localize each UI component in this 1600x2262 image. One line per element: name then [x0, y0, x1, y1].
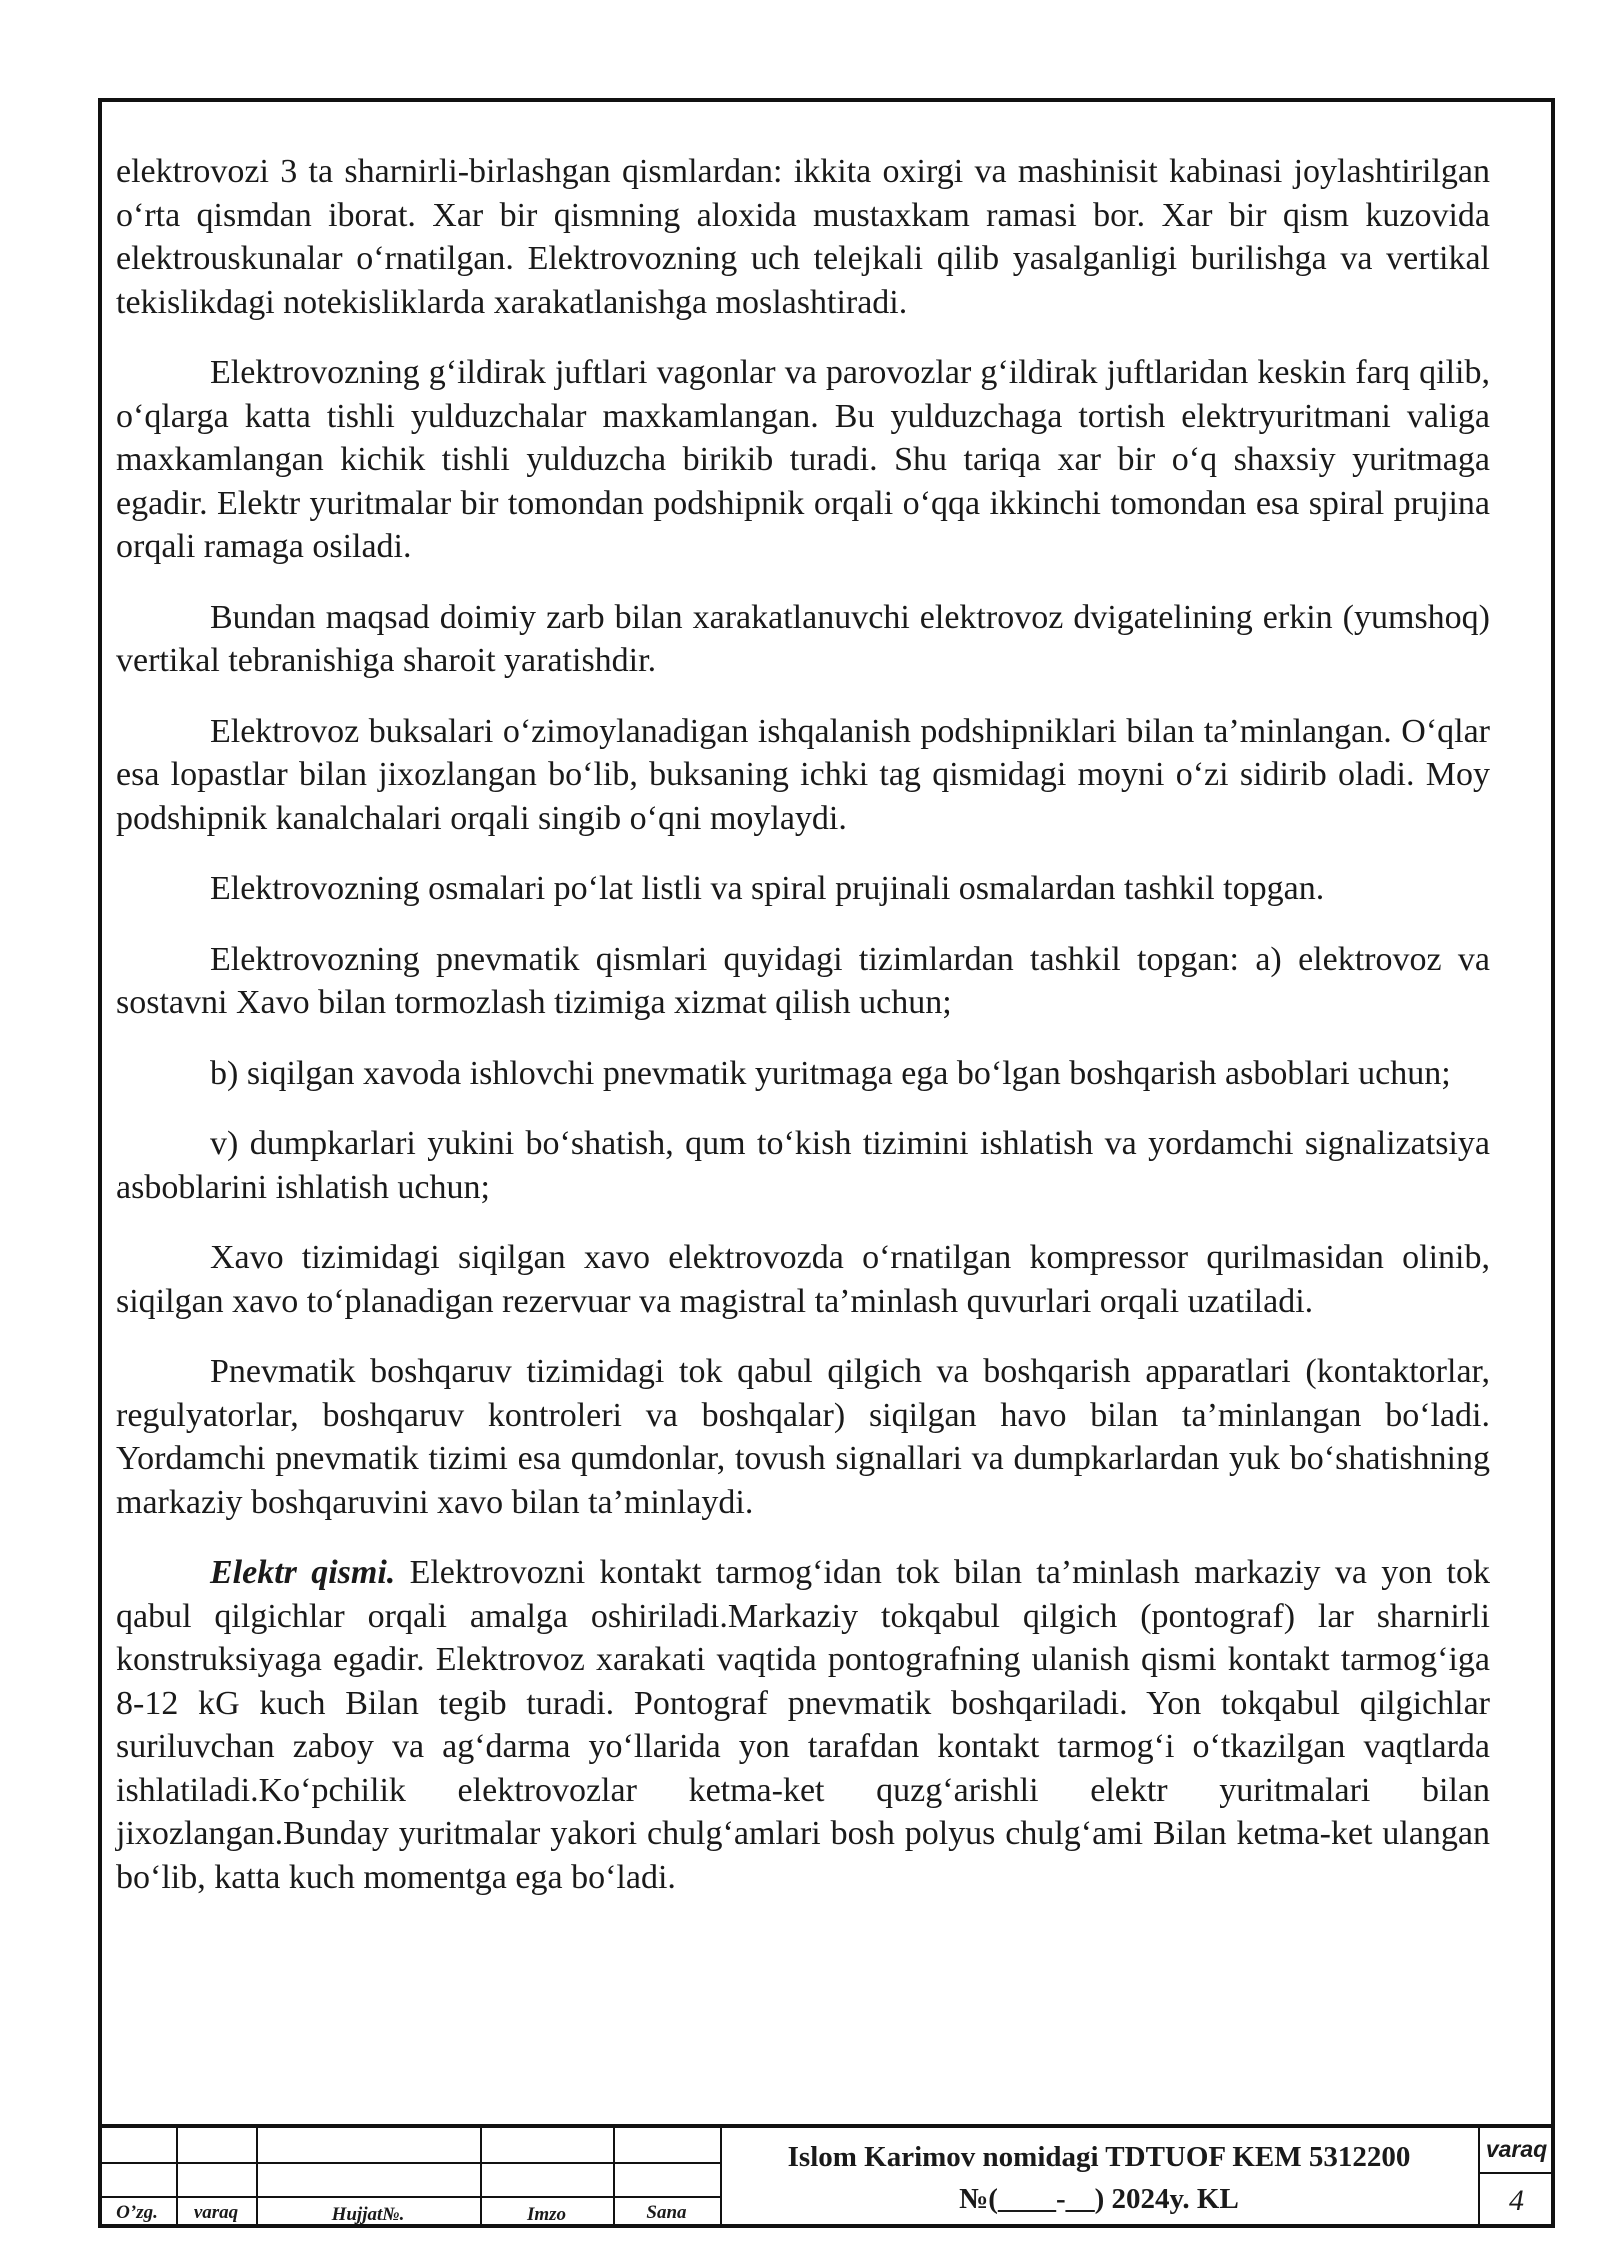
- paragraph-8: v) dumpkarlari yukini bo‘shatish, qum to‘kish tizimini ishlatish va yordamchi signalizatsiya asboblarini ishlatish uchun;: [116, 1125, 1490, 1206]
- stamp-row-line-1: [98, 2162, 720, 2164]
- title-line-2: №(____-__) 2024y. KL: [959, 2183, 1239, 2215]
- title-block: [98, 2124, 1555, 2228]
- paragraph-4: Elektrovoz buksalari o‘zimoylanadigan ishqalanish podshipniklari bilan ta’minlangan. O‘qlar esa lopastlar bilan jixozlangan bo‘lib, buksaning ichki tag qismidagi moyni o‘zi sidirib oladi. Moy podshipnik kanalchalari orqali singib o‘qni moylaydi.: [116, 712, 1490, 837]
- paragraph-11: [116, 1551, 1490, 1899]
- document-title: [720, 2136, 1478, 2220]
- label-imzo: Imzo: [526, 2204, 567, 2225]
- paragraph-3: Bundan maqsad doimiy zarb bilan xarakatlanuvchi elektrovoz dvigatelining erkin (yumshoq) vertikal tebranishiga sharoit yaratishdir.: [116, 598, 1490, 679]
- section-heading-elektr-qismi: Elektr qismi.: [210, 1554, 396, 1591]
- stamp-sheet-divider: [1478, 2172, 1555, 2174]
- document-body: [116, 150, 1490, 1926]
- paragraph-7: b) siqilgan xavoda ishlovchi pnevmatik yuritmaga ega bo‘lgan boshqarish asboblari uchun;: [210, 1054, 1451, 1092]
- label-varaq: varaq: [193, 2202, 239, 2223]
- paragraph-11-text: Elektrovozni kontakt tarmog‘idan tok bilan ta’minlash markaziy va yon tok qabul qilgichlar orqali amalga oshiriladi.Markaziy tokqabul qilgich (pontograf) lar sharnirli konstruksiyaga egadir. Elektrovoz xarakati vaqtida pontografning ulanish qismi kontakt tarmog‘iga 8-12 kG kuch Bilan tegib turadi. Pontograf pnevmatik boshqariladi. Yon tokqabul qilgichlar suriluvchan zaboy va ag‘darma yo‘llarida yon tarafdan kontakt tarmog‘i o‘tkazilgan vaqtlarda ishlatiladi.Ko‘pchilik elektrovozlar ketma-ket quzg‘arishli elektr yuritmalari bilan jixozlangan.Bunday yuritmalar yakori chulg‘amlari bosh polyus chulg‘ami Bilan ketma-ket ulangan bo‘lib, katta kuch momentga ega bo‘ladi.: [116, 1554, 1490, 1896]
- paragraph-6: Elektrovozning pnevmatik qismlari quyidagi tizimlardan tashkil topgan: a) elektrovoz va sostavni Xavo bilan tormozlash tizimiga xizmat qilish uchun;: [116, 940, 1490, 1021]
- paragraph-2: Elektrovozning g‘ildirak juftlari vagonlar va parovozlar g‘ildirak juftlaridan keskin farq qilib, o‘qlarga katta tishli yulduzchalar maxkamlangan. Bu yulduzchaga tortish elektryuritmani valiga maxkamlangan kichik tishli yulduzcha birikib turadi. Shu tariqa xar bir o‘q shaxsiy yuritmaga egadir. Elektr yuritmalar bir tomondan podshipnik orqali o‘qqa ikkinchi tomondan esa spiral prujina orqali ramaga osiladi.: [116, 354, 1490, 565]
- title-line-1: Islom Karimov nomidagi TDTUOF KEM 5312200: [787, 2141, 1411, 2173]
- paragraph-1: elektrovozi 3 ta sharnirli-birlashgan qismlardan: ikkita oxirgi va mashinisit kabinasi joylashtirilgan o‘rta qismdan iborat. Xar bir qismning aloxida mustaxkam ramasi bor. Xar bir qism kuzovida elektrouskunalar o‘rnatilgan. Elektrovozning uch telejkali qilib yasalganligi burilishga va vertikal tekislikdagi notekisliklarda xarakatlanishga moslashtiradi.: [116, 153, 1490, 321]
- stamp-row-line-2: [98, 2196, 720, 2198]
- label-sana: Sana: [646, 2202, 687, 2223]
- label-hujjat: Hujjat№.: [331, 2204, 405, 2225]
- page-number: 4: [1509, 2184, 1524, 2217]
- paragraph-9: Xavo tizimidagi siqilgan xavo elektrovozda o‘rnatilgan kompressor qurilmasidan olinib, siqilgan xavo to‘planadigan rezervuar va magistral ta’minlash quvurlari orqali uzatiladi.: [116, 1239, 1490, 1320]
- label-ozg: O’zg.: [116, 2202, 158, 2223]
- sheet-label: varaq: [1485, 2136, 1548, 2162]
- paragraph-5: Elektrovozning osmalari po‘lat listli va spiral prujinali osmalardan tashkil topgan.: [210, 870, 1325, 907]
- paragraph-10: Pnevmatik boshqaruv tizimidagi tok qabul qilgich va boshqarish apparatlari (kontaktorlar, regulyatorlar, boshqaruv kontroleri va boshqalar) siqilgan havo bilan ta’minlangan bo‘ladi. Yordamchi pnevmatik tizimi esa qumdonlar, tovush signallari va dumpkarlardan yuk bo‘shatishning markaziy boshqaruvini xavo bilan ta’minlaydi.: [116, 1353, 1490, 1521]
